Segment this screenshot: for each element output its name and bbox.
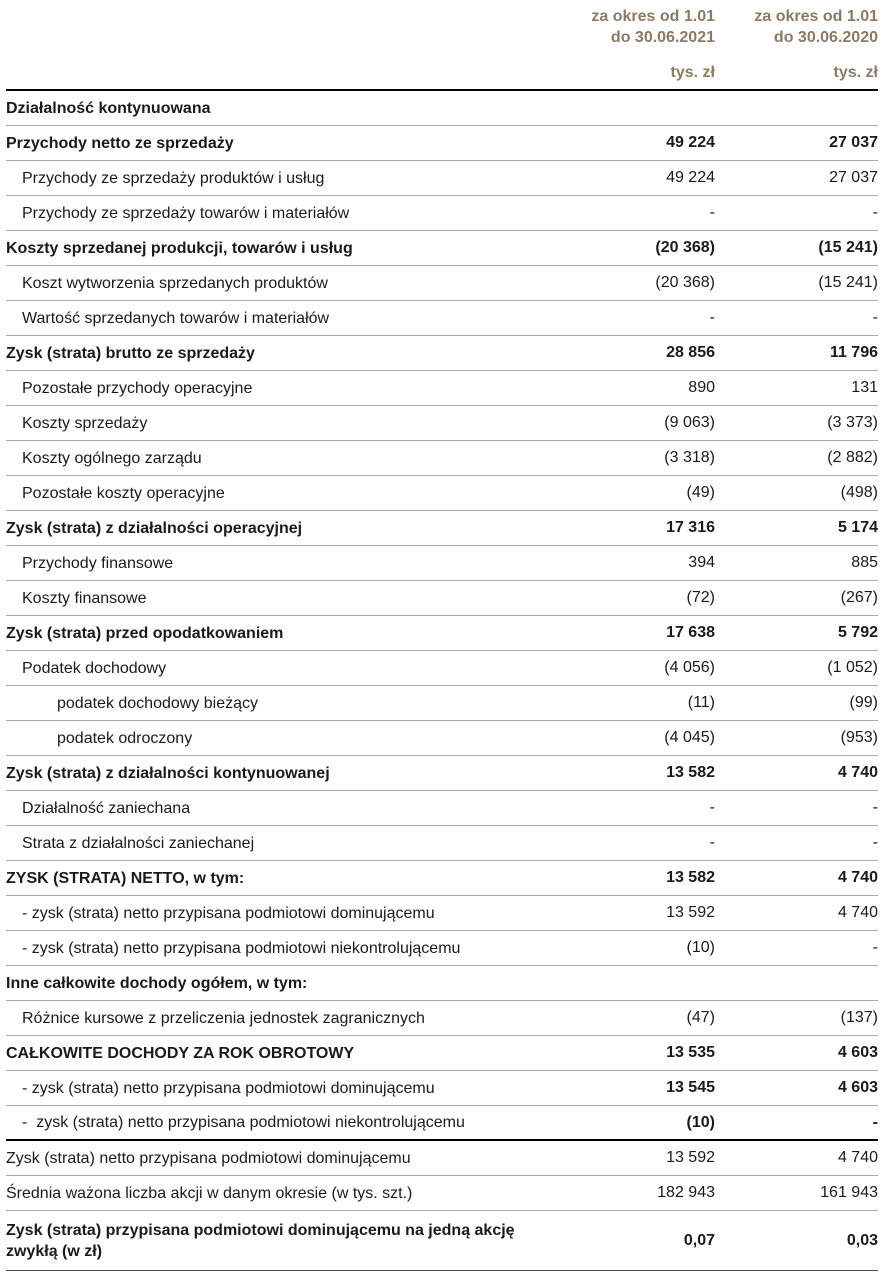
- value-2020: 4 740: [837, 904, 878, 921]
- value-2021: (47): [686, 1009, 715, 1026]
- value-2020: -: [872, 309, 878, 326]
- row-label: Strata z działalności zaniechanej: [22, 834, 255, 852]
- row-label: - zysk (strata) netto przypisana podmiotowi niekontrolującemu: [22, 939, 461, 957]
- row-label: Wartość sprzedanych towarów i materiałów: [22, 309, 330, 327]
- period-header-2021: [552, 6, 715, 48]
- row-label: - zysk (strata) netto przypisana podmiotowi dominującemu: [22, 1079, 435, 1097]
- value-2021: 49 224: [666, 134, 715, 151]
- table-row: [6, 896, 878, 931]
- value-2020: -: [872, 834, 878, 851]
- table-row: [6, 301, 878, 336]
- statement-table-body: [6, 91, 878, 1271]
- value-2020: (3 373): [827, 414, 878, 431]
- value-2020: (1 052): [827, 659, 878, 676]
- period-2021-line1: za okres od 1.01: [591, 8, 715, 25]
- table-row: [6, 756, 878, 791]
- value-2021: 182 943: [657, 1184, 715, 1201]
- row-label: Średnia ważona liczba akcji w danym okresie (w tys. szt.): [6, 1184, 413, 1202]
- value-2020: 4 740: [837, 764, 878, 781]
- table-row: [6, 1176, 878, 1211]
- value-2021: 17 316: [666, 519, 715, 536]
- value-2020: (99): [849, 694, 878, 711]
- table-row: [6, 406, 878, 441]
- period-header-2020: [715, 6, 878, 48]
- row-label: Zysk (strata) przed opodatkowaniem: [6, 624, 284, 642]
- row-label: CAŁKOWITE DOCHODY ZA ROK OBROTOWY: [6, 1044, 355, 1062]
- row-label: podatek odroczony: [57, 729, 193, 747]
- row-label: Zysk (strata) przypisana podmiotowi dominującemu na jedną akcję zwykłą (w zł): [6, 1221, 515, 1260]
- unit-2020: tys. zł: [833, 64, 878, 81]
- value-2021: 13 545: [666, 1079, 715, 1096]
- row-label: Zysk (strata) z działalności operacyjnej: [6, 519, 303, 537]
- value-2021: (10): [686, 939, 715, 956]
- value-2021: 13 535: [666, 1044, 715, 1061]
- value-2021: 13 592: [666, 904, 715, 921]
- value-2020: -: [872, 799, 878, 816]
- table-row: [6, 161, 878, 196]
- table-row: [6, 91, 878, 126]
- table-row: [6, 511, 878, 546]
- value-2020: 4 740: [837, 869, 878, 886]
- table-row: [6, 826, 878, 861]
- table-row: [6, 616, 878, 651]
- value-2021: (20 368): [655, 239, 715, 256]
- table-row: [6, 581, 878, 616]
- value-2021: 13 582: [666, 764, 715, 781]
- row-label: - zysk (strata) netto przypisana podmiotowi dominującemu: [22, 904, 435, 922]
- value-2021: -: [709, 309, 715, 326]
- table-row: [6, 686, 878, 721]
- value-2020: 27 037: [829, 134, 878, 151]
- table-row: [6, 231, 878, 266]
- value-2021: 17 638: [666, 624, 715, 641]
- value-2020: (267): [840, 589, 878, 606]
- row-label: Przychody netto ze sprzedaży: [6, 134, 234, 152]
- row-label: Różnice kursowe z przeliczenia jednostek zagranicznych: [22, 1009, 425, 1027]
- table-row: [6, 196, 878, 231]
- table-row: [6, 336, 878, 371]
- value-2021: 28 856: [666, 344, 715, 361]
- value-2020: 0,03: [846, 1231, 878, 1249]
- unit-spacer: [6, 64, 552, 82]
- table-row: [6, 126, 878, 161]
- period-2021-line2: do 30.06.2021: [610, 29, 715, 46]
- value-2020: 131: [851, 379, 878, 396]
- value-2020: 27 037: [829, 169, 878, 186]
- value-2020: (15 241): [818, 274, 878, 291]
- value-2020: -: [872, 1113, 878, 1131]
- row-label: Przychody finansowe: [22, 554, 174, 572]
- table-row: [6, 721, 878, 756]
- table-row: [6, 861, 878, 896]
- row-label: Podatek dochodowy: [22, 659, 167, 677]
- period-2020-line1: za okres od 1.01: [754, 8, 878, 25]
- value-2021: 890: [688, 379, 715, 396]
- row-label: Koszty finansowe: [22, 589, 147, 607]
- row-label: Przychody ze sprzedaży produktów i usług: [22, 169, 325, 187]
- value-2021: (4 045): [664, 729, 715, 746]
- row-label: Działalność kontynuowana: [6, 99, 211, 117]
- value-2021: (9 063): [664, 414, 715, 431]
- table-row: [6, 1071, 878, 1106]
- row-label: ZYSK (STRATA) NETTO, w tym:: [6, 869, 245, 887]
- row-label: Pozostałe przychody operacyjne: [22, 379, 253, 397]
- row-label: Pozostałe koszty operacyjne: [22, 484, 225, 502]
- table-row: [6, 266, 878, 301]
- table-row: [6, 1141, 878, 1176]
- value-2020: -: [872, 204, 878, 221]
- table-row: [6, 931, 878, 966]
- value-2020: 4 740: [837, 1149, 878, 1166]
- table-row: [6, 1036, 878, 1071]
- table-row: [6, 966, 878, 1001]
- value-2020: 4 603: [837, 1044, 878, 1061]
- value-2021: 394: [688, 554, 715, 571]
- value-2020: (953): [840, 729, 878, 746]
- row-label: Koszty sprzedanej produkcji, towarów i usług: [6, 239, 353, 257]
- value-2020: (498): [840, 484, 878, 501]
- value-2021: 13 582: [666, 869, 715, 886]
- table-row: [6, 651, 878, 686]
- value-2021: -: [709, 834, 715, 851]
- value-2021: 0,07: [683, 1231, 715, 1249]
- table-row: [6, 546, 878, 581]
- row-label: Działalność zaniechana: [22, 799, 191, 817]
- value-2020: 885: [851, 554, 878, 571]
- value-2021: (72): [686, 589, 715, 606]
- table-row: [6, 1001, 878, 1036]
- value-2021: (11): [687, 694, 715, 711]
- value-2020: 5 792: [837, 624, 878, 641]
- unit-header-row: [6, 64, 878, 91]
- row-label: Koszty ogólnego zarządu: [22, 449, 202, 467]
- value-2021: -: [709, 799, 715, 816]
- value-2021: (4 056): [664, 659, 715, 676]
- table-row: [6, 441, 878, 476]
- row-label: Koszty sprzedaży: [22, 414, 148, 432]
- value-2021: -: [709, 204, 715, 221]
- row-label: - zysk (strata) netto przypisana podmiotowi niekontrolującemu: [22, 1114, 465, 1131]
- value-2021: (3 318): [664, 449, 715, 466]
- value-2020: 11 796: [829, 344, 878, 361]
- value-2021: 49 224: [666, 169, 715, 186]
- value-2021: (10): [686, 1113, 715, 1131]
- table-row: [6, 1106, 878, 1141]
- row-label: Zysk (strata) brutto ze sprzedaży: [6, 344, 255, 362]
- value-2020: (137): [840, 1009, 878, 1026]
- unit-2021: tys. zł: [670, 64, 715, 81]
- row-label: Inne całkowite dochody ogółem, w tym:: [6, 974, 308, 992]
- period-header-row: [6, 6, 878, 48]
- row-label: Przychody ze sprzedaży towarów i materiałów: [22, 204, 350, 222]
- row-label: Zysk (strata) z działalności kontynuowanej: [6, 764, 330, 782]
- table-row: [6, 371, 878, 406]
- value-2020: 4 603: [837, 1079, 878, 1096]
- value-2020: 161 943: [820, 1184, 878, 1201]
- period-2020-line2: do 30.06.2020: [773, 29, 878, 46]
- table-row: [6, 1211, 878, 1271]
- row-label: podatek dochodowy bieżący: [57, 694, 259, 712]
- table-row: [6, 476, 878, 511]
- table-row: [6, 791, 878, 826]
- value-2021: (49): [686, 484, 715, 501]
- row-label: Zysk (strata) netto przypisana podmiotowi dominującemu: [6, 1149, 411, 1167]
- value-2020: 5 174: [837, 519, 878, 536]
- value-2020: (2 882): [827, 449, 878, 466]
- value-2020: -: [872, 939, 878, 956]
- value-2020: (15 241): [818, 239, 878, 256]
- row-label: Koszt wytworzenia sprzedanych produktów: [22, 274, 328, 292]
- value-2021: 13 592: [666, 1149, 715, 1166]
- value-2021: (20 368): [655, 274, 715, 291]
